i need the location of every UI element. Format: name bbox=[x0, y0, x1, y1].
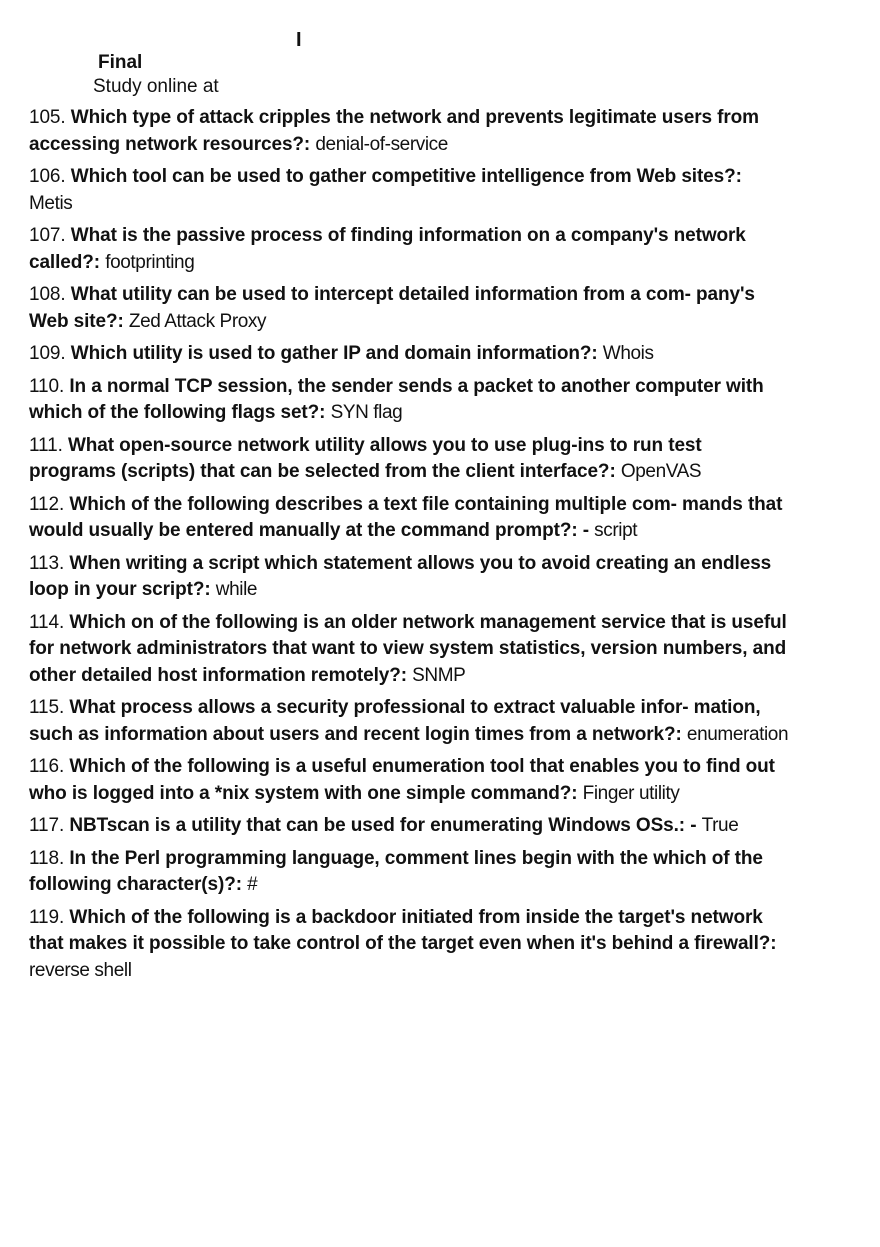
question-text: NBTscan is a utility that can be used for enumerating Windows OSs.: - bbox=[69, 815, 697, 836]
question-item bbox=[29, 813, 789, 840]
question-item bbox=[29, 695, 789, 748]
answer-text: while bbox=[215, 579, 258, 600]
question-number: 119. bbox=[29, 906, 65, 928]
answer-text: enumeration bbox=[686, 723, 789, 745]
answer-text: Finger utility bbox=[582, 782, 680, 804]
question-item bbox=[29, 164, 789, 217]
question-text: What open-source network utility allows you to use plug-ins to run test programs (scripts) that can be selected from the client interface?: bbox=[29, 434, 702, 482]
answer-text: reverse shell bbox=[29, 959, 132, 981]
question-text: Which utility is used to gather IP and domain information?: bbox=[70, 343, 598, 364]
question-item bbox=[29, 846, 789, 899]
question-text: Which tool can be used to gather competitive intelligence from Web sites?: bbox=[70, 166, 742, 187]
question-item bbox=[29, 905, 789, 985]
answer-text: # bbox=[247, 874, 258, 895]
question-text: What process allows a security professional to extract valuable infor- mation, such as information about users and recent login times from a network?: bbox=[29, 697, 761, 745]
answer-text: SNMP bbox=[412, 664, 466, 686]
question-text: What is the passive process of finding information on a company's network called?: bbox=[29, 225, 746, 273]
question-number: 118. bbox=[29, 847, 65, 869]
question-item bbox=[29, 492, 789, 545]
question-number: 115. bbox=[29, 697, 65, 718]
question-text: Which type of attack cripples the network and prevents legitimate users from accessing network resources?: bbox=[29, 107, 759, 155]
question-item bbox=[29, 610, 789, 690]
answer-text: script bbox=[594, 520, 638, 541]
question-item bbox=[29, 551, 789, 604]
answer-text: footprinting bbox=[105, 251, 195, 273]
question-number: 105. bbox=[29, 107, 66, 128]
question-text: Which of the following is a useful enumeration tool that enables you to find out who is logged into a *nix system with one simple command?: bbox=[29, 756, 775, 804]
answer-text: OpenVAS bbox=[620, 461, 702, 482]
question-item bbox=[29, 433, 789, 486]
answer-text: denial-of-service bbox=[315, 133, 448, 155]
question-text: Which of the following describes a text file containing multiple com- mands that would usually be entered manually at the command prompt?: - bbox=[29, 493, 783, 541]
question-number: 109. bbox=[29, 343, 66, 364]
question-list bbox=[29, 105, 789, 990]
page-mark: I bbox=[296, 29, 302, 51]
question-text: When writing a script which statement allows you to avoid creating an endless loop in your script?: bbox=[29, 552, 772, 600]
page-subtitle: Study online at bbox=[93, 76, 219, 97]
question-number: 106. bbox=[29, 166, 66, 187]
answer-text: True bbox=[701, 815, 739, 836]
question-item bbox=[29, 282, 789, 335]
question-number: 110. bbox=[29, 375, 65, 397]
question-text: Which of the following is a backdoor initiated from inside the target's network that makes it possible to take control of the target even when it's behind a firewall?: bbox=[29, 906, 777, 954]
question-item bbox=[29, 223, 789, 276]
question-item bbox=[29, 105, 789, 158]
question-text: In a normal TCP session, the sender sends a packet to another computer with which of the following flags set?: bbox=[29, 375, 764, 423]
question-text: Which on of the following is an older network management service that is useful for network administrators that want to view system statistics, version numbers, and other detailed host information remotely?: bbox=[29, 611, 787, 686]
question-number: 108. bbox=[29, 284, 66, 305]
question-number: 114. bbox=[29, 611, 65, 633]
question-number: 111. bbox=[29, 434, 63, 456]
page-title: Final bbox=[98, 52, 143, 73]
question-item bbox=[29, 374, 789, 427]
question-number: 112. bbox=[29, 493, 65, 515]
question-item bbox=[29, 341, 789, 368]
question-number: 113. bbox=[29, 552, 65, 574]
answer-text: SYN flag bbox=[330, 402, 403, 423]
question-item bbox=[29, 754, 789, 807]
question-number: 117. bbox=[29, 815, 65, 836]
answer-text: Whois bbox=[602, 343, 654, 364]
answer-text: Metis bbox=[29, 192, 73, 214]
question-text: What utility can be used to intercept detailed information from a com- pany's Web site?: bbox=[29, 284, 755, 332]
question-text: In the Perl programming language, comment lines begin with the which of the following character(s)?: bbox=[29, 847, 763, 895]
question-number: 107. bbox=[29, 225, 66, 246]
question-number: 116. bbox=[29, 756, 65, 777]
answer-text: Zed Attack Proxy bbox=[128, 310, 267, 332]
